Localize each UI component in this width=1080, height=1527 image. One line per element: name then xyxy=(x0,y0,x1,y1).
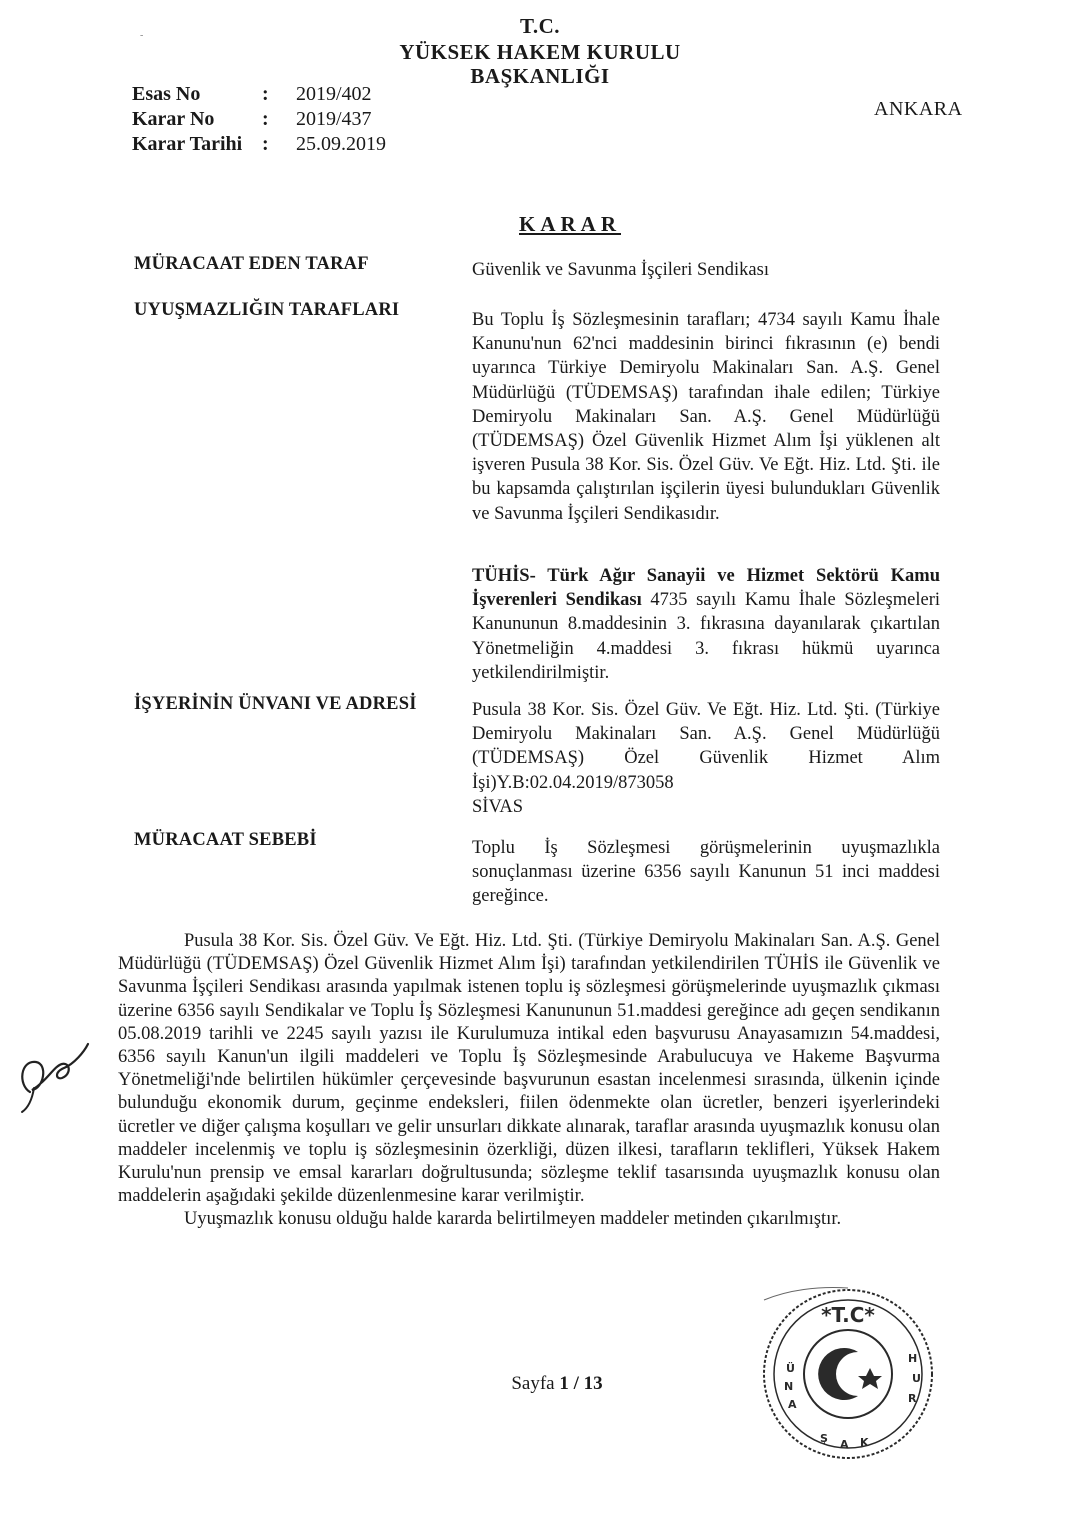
applicant-text: Güvenlik ve Savunma İşçileri Sendikası xyxy=(472,260,769,280)
meta-label: Karar Tarihi xyxy=(132,133,243,155)
svg-text:*T.C*: *T.C* xyxy=(821,1303,875,1327)
workplace-city: SİVAS xyxy=(472,796,524,817)
tuhis-paragraph xyxy=(472,564,940,685)
page-total: 13 xyxy=(583,1373,603,1394)
case-meta xyxy=(132,82,386,157)
reason-text: Toplu İş Sözleşmesi görüşmelerinin uyuşmazlıkla sonuçlanması üzerine 6356 sayılı Kanunun 51 inci maddesi gereğince. xyxy=(472,838,940,907)
decision-title: KARAR xyxy=(519,212,621,236)
workplace-name: Pusula 38 Kor. Sis. Özel Güv. Ve Eğt. Hiz. Ltd. Şti. (Türkiye Demiryolu Makinaları San. A.Ş. Genel Müdürlüğü (TÜDEMSAŞ) Özel Güvenlik Hizmet Alım İşi)Y.B:02.04.2019/873058 xyxy=(472,700,940,793)
meta-row-karar xyxy=(132,107,386,132)
meta-row-tarih xyxy=(132,132,386,157)
meta-colon: : xyxy=(262,133,269,155)
meta-colon: : xyxy=(262,83,269,105)
meta-value: 25.09.2019 xyxy=(296,133,386,155)
header-institution: YÜKSEK HAKEM KURULU xyxy=(399,40,681,64)
svg-text:A: A xyxy=(788,1398,797,1411)
applicant-label: MÜRACAAT EDEN TARAF xyxy=(134,254,369,274)
svg-text:U: U xyxy=(912,1372,921,1385)
svg-text:A: A xyxy=(840,1438,849,1451)
reason-label: MÜRACAAT SEBEBİ xyxy=(134,830,317,850)
workplace-text xyxy=(472,698,940,819)
parties-label: UYUŞMAZLIĞIN TARAFLARI xyxy=(134,300,400,320)
meta-label: Karar No xyxy=(132,108,215,130)
meta-row-esas xyxy=(132,82,386,107)
page-number xyxy=(0,1373,1080,1395)
meta-value: 2019/402 xyxy=(296,83,372,105)
svg-text:K: K xyxy=(860,1436,869,1449)
page-current: 1 xyxy=(559,1373,569,1394)
meta-value: 2019/437 xyxy=(296,108,372,130)
header-presidency: BAŞKANLIĞI xyxy=(470,64,610,88)
parties-text: Bu Toplu İş Sözleşmesinin tarafları; 4734 sayılı Kamu İhale Kanunu'nun 62'nci maddesinin birinci fıkrasının (e) bendi uyarınca Türkiye Demiryolu Makinaları San. A.Ş. Genel Müdürlüğü (TÜDEMSAŞ) tarafından ihale edilen; Türkiye Demiryolu Makinaları San. A.Ş. Genel Müdürlüğü (TÜDEMSAŞ) Özel Güvenlik Hizmet Alım İşi yüklenen alt işveren Pusula 38 Kor. Sis. Özel Güv. Ve Eğt. Hiz. Ltd. Şti. ile bu kapsamda çalıştırılan işçilerin üyesi bulundukları Güvenlik ve Savunma İşçileri Sendikasıdır. xyxy=(472,310,940,524)
svg-text:Ş: Ş xyxy=(820,1432,828,1445)
page-label: Sayfa xyxy=(511,1373,560,1394)
svg-text:R: R xyxy=(908,1392,917,1405)
official-seal-icon xyxy=(758,1282,938,1462)
svg-text:H: H xyxy=(908,1352,918,1365)
city: ANKARA xyxy=(874,98,963,120)
svg-text:N: N xyxy=(784,1380,794,1393)
meta-colon: : xyxy=(262,108,269,130)
body-paragraph: Uyuşmazlık konusu olduğu halde kararda belirtilmeyen maddeler metinden çıkarılmıştır. xyxy=(184,1209,842,1230)
tuhis-text: 4735 sayılı Kamu İhale Sözleşmeleri Kanununun 8.maddesinin 3. fıkrasına dayanılarak çıkartılan Yönetmeliğin 4.maddesi 3. fıkrası hükmü uyarınca yetkilendirilmiştir. xyxy=(472,590,940,683)
scan-mark: - xyxy=(140,30,144,41)
tuhis-name: TÜHİS- Türk Ağır Sanayii ve Hizmet Sektörü Kamu İşverenleri Sendikası xyxy=(472,566,940,611)
page-separator: / xyxy=(568,1373,584,1394)
decision-body xyxy=(118,930,940,1232)
header-tc: T.C. xyxy=(519,14,561,38)
workplace-label: İŞYERİNİN ÜNVANI VE ADRESİ xyxy=(134,694,417,714)
meta-label: Esas No xyxy=(132,83,201,105)
body-paragraph: Pusula 38 Kor. Sis. Özel Güv. Ve Eğt. Hiz. Ltd. Şti. (Türkiye Demiryolu Makinaları San. A.Ş. Genel Müdürlüğü (TÜDEMSAŞ) Özel Güvenlik Hizmet Alım İşi) tarafından yetkilendirilen TÜHİS ile Güvenlik ve Savunma İşçileri Sendikası arasında yapılmak istenen toplu iş sözleşmesi görüşmelerinde uyuşmazlık çıkması üzerine 6356 sayılı Sendikalar ve Toplu İş Sözleşmesi Kanununun 51.maddesi gereğince adı geçen sendikanın 05.08.2019 tarihli ve 2245 sayılı yazısı ile Kurulumuza intikal eden başvurusu Anayasamızın 54.maddesi, 6356 sayılı Kanun'un ilgili maddeleri ve Toplu İş Sözleşmesinde Arabulucuya ve Hakeme Başvurma Yönetmeliği'nde belirtilen hükümler çerçevesinde başvurunun esastan incelenmesi sırasında, ülkenin içinde bulunduğu ekonomik durum, geçinme endeksleri, fiilen ödenmekte olan ücretler, benzeri işyerlerindeki ücretler ve diğer çalışma koşulları ve gelir unsurları dikkate alınarak, taraflar arasında uyuşmazlık konusu olan maddeler incelenmiş ve toplu iş sözleşmesinin özerkliği, düzen ilkesi, tarafların teklifleri, Yüksek Hakem Kurulu'nun prensip ve emsal kararları doğrultusunda; sözleşme teklif tasarısında uyuşmazlık konusu olan maddelerin aşağıdaki şekilde düzenlenmesine karar verilmiştir. xyxy=(118,931,940,1207)
svg-text:Ü: Ü xyxy=(786,1362,795,1375)
signature-icon xyxy=(8,1030,98,1120)
